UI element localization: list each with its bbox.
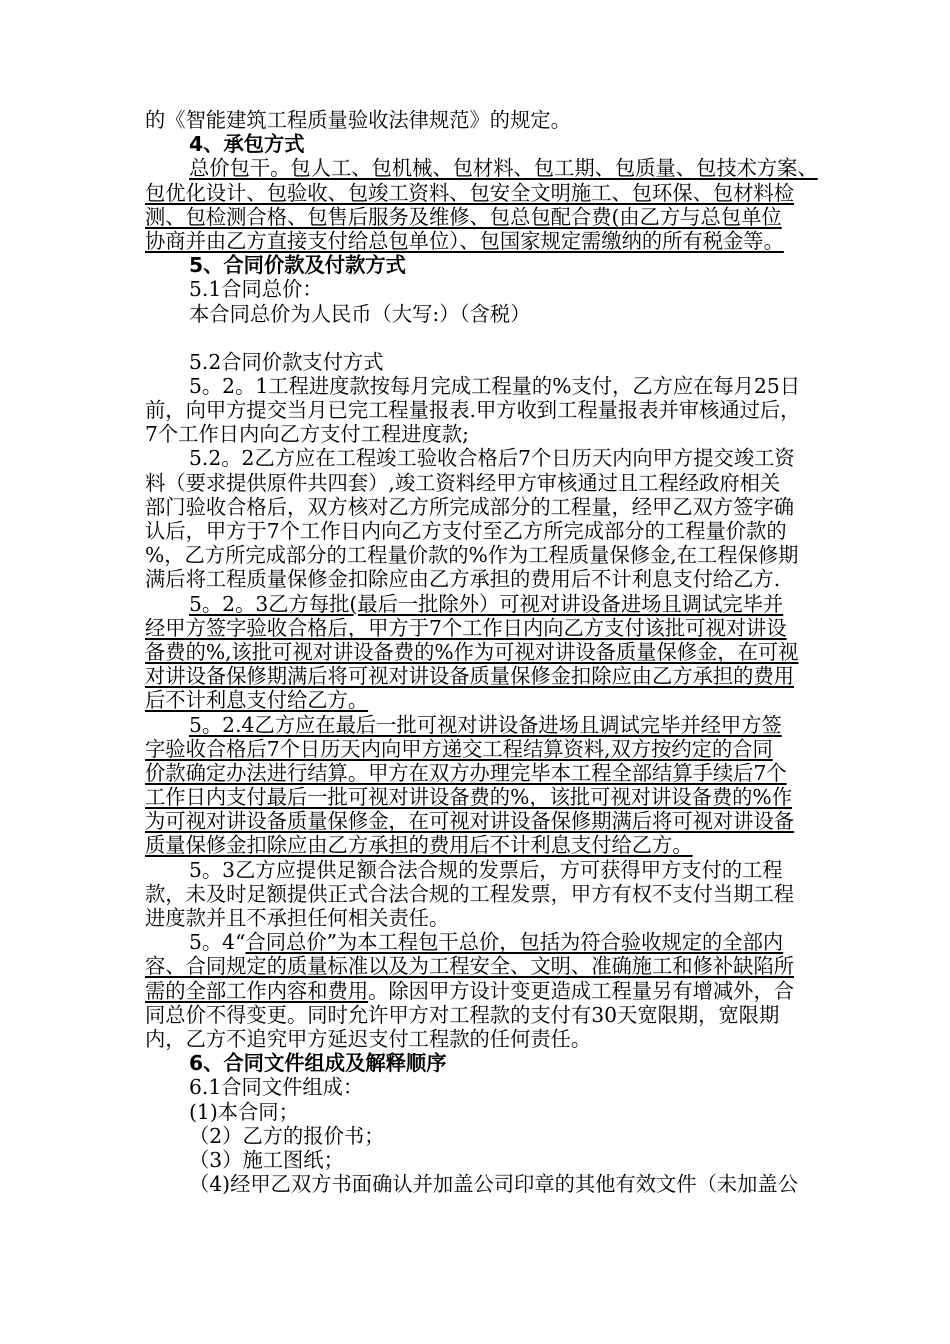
text-segment: 5。4“ <box>189 930 246 955</box>
blank-line <box>145 326 863 350</box>
section-4-heading: 4、承包方式 <box>189 132 305 157</box>
text-line <box>145 979 863 1003</box>
text-line: 价款确定办法进行结算。甲方在双方办理完毕本工程全部结算手续后7个 <box>145 760 787 785</box>
text-line: %，乙方所完成部分的工程量价款的%作为工程质量保修金,在工程保修期 <box>145 543 799 568</box>
text-line: 质量保修金扣除应由乙方承担的费用后不计利息支付给乙方。 <box>145 833 693 858</box>
text-line: 后不计利息支付给乙方。 <box>145 688 369 713</box>
text-line: 为可视对讲设备质量保修金，在可视对讲设备保修期满后将可视对讲设备 <box>145 809 795 834</box>
text-line: 5。2。1工程进度款按每月完成工程量的%支付，乙方应在每月25日 <box>189 373 801 398</box>
text-line: 字验收合格后7个日历天内向甲方递交工程结算资料,双方按约定的合同 <box>145 736 773 761</box>
text-line: 备费的%,该批可视对讲设备费的%作为可视对讲设备质量保修金，在可视 <box>145 639 799 664</box>
text-segment-underlined: 合同总价”为本工程包干总价，包括为符合验收规定的全部内 <box>245 930 784 955</box>
text-line: 的《智能建筑工程质量验收法律规范》的规定。 <box>145 108 571 132</box>
section-6-heading: 6、合同文件组成及解释顺序 <box>189 1051 447 1076</box>
section-5-heading: 5、合同价款及付款方式 <box>189 253 406 278</box>
text-line: 料（要求提供原件共四套）,竣工资料经甲方审核通过且工程经政府相关 <box>145 470 781 495</box>
list-item: （2）乙方的报价书； <box>189 1123 385 1148</box>
text-line: 本合同总价为人民币（大写:）（含税） <box>189 301 531 326</box>
text-line: 包优化设计、包验收、包竣工资料、包安全文明施工、包环保、包材料检 <box>145 180 795 205</box>
text-line: 工作日内支付最后一批可视对讲设备费的%，该批可视对讲设备费的%作 <box>145 785 792 810</box>
text-line: 测、包检测合格、包售后服务及维修、包总包配合费(由乙方与总包单位 <box>145 204 782 229</box>
list-item: （3）施工图纸； <box>189 1147 344 1172</box>
text-line: 认后，甲方于7个工作日内向乙方支付至乙方所完成部分的工程量价款的 <box>145 519 787 543</box>
text-line: 7个工作日内向乙方支付工程进度款; <box>145 422 469 447</box>
text-line: 5。2.4乙方应在最后一批可视对讲设备进场且调试完毕并经甲方签 <box>189 712 782 737</box>
list-item: （4)经甲乙双方书面确认并加盖公司印章的其他有效文件（未加盖公 <box>189 1172 798 1197</box>
subsection-6-1-title: 6.1合同文件组成： <box>189 1075 364 1100</box>
text-line: 容、合同规定的质量标准以及为工程安全、文明、准确施工和修补缺陷所 <box>145 954 795 979</box>
text-line: 部门验收合格后，双方核对乙方所完成部分的工程量，经甲乙双方签字确 <box>145 494 795 519</box>
contract-page <box>145 108 863 1196</box>
list-item: (1)本合同； <box>189 1099 299 1124</box>
text-line: 5。2。3乙方每批(最后一批除外）可视对讲设备进场且调试完毕并 <box>189 591 784 616</box>
text-line: 协商并由乙方直接支付给总包单位）、包国家规定需缴纳的所有税金等。 <box>145 228 784 253</box>
text-line: 同总价不得变更。同时允许甲方对工程款的支付有30天宽限期，宽限期 <box>145 1002 780 1027</box>
subsection-5-2-title: 5.2合同价款支付方式 <box>189 349 384 374</box>
text-line: 进度款并且不承担任何相关责任。 <box>145 906 450 930</box>
text-line: 5。3乙方应提供足额合法合规的发票后，方可获得甲方支付的工程 <box>189 857 783 882</box>
text-line: 总价包干。包人工、包机械、包材料、包工期、包质量、包技术方案、 <box>189 156 818 181</box>
text-line: 5.2。2乙方应在工程竣工验收合格后7个日历天内向甲方提交竣工资 <box>189 446 795 471</box>
text-segment-underlined: 需的全部工作内容和费用 <box>145 978 369 1003</box>
text-line: 前，向甲方提交当月已完工程量报表.甲方收到工程量报表并审核通过后， <box>145 398 801 423</box>
text-line: 满后将工程质量保修金扣除应由乙方承担的费用后不计利息支付给乙方. <box>145 567 781 592</box>
subsection-5-1-title: 5.1合同总价： <box>189 277 323 302</box>
text-segment: 。除因甲方设计变更造成工程量另有增减外，合 <box>368 978 795 1003</box>
text-line <box>145 930 863 954</box>
text-line: 对讲设备保修期满后将可视对讲设备质量保修金扣除应由乙方承担的费用 <box>145 664 795 689</box>
text-line: 款，未及时足额提供正式合法合规的工程发票，甲方有权不支付当期工程 <box>145 881 795 906</box>
text-line: 经甲方签字验收合格后，甲方于7个工作日内向乙方支付该批可视对讲设 <box>145 615 787 640</box>
text-line: 内，乙方不追究甲方延迟支付工程款的任何责任。 <box>145 1026 592 1051</box>
